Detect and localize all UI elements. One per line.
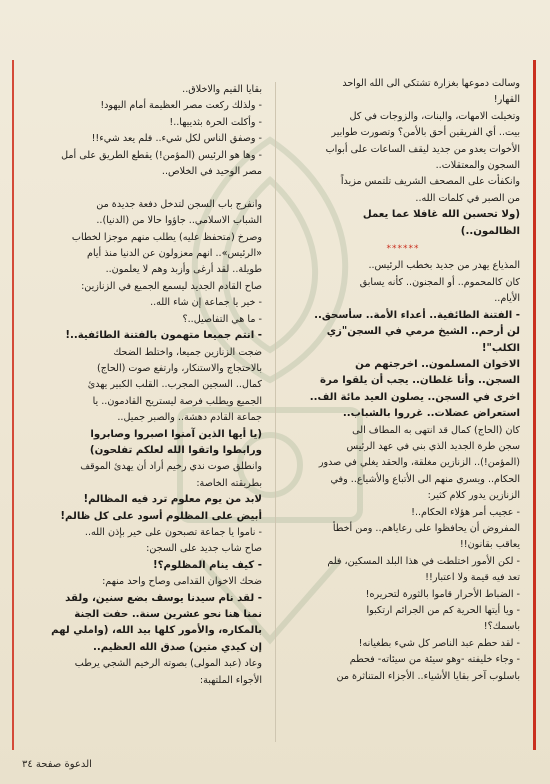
text-line: - لكن الأمور اختلطت في هذا البلد المسكين، فلم bbox=[327, 555, 520, 567]
text-line: وصرخ (متحفظ عليه) يطلب منهم موجزا لخطاب bbox=[71, 231, 262, 243]
text-line: - الفتنة الطائفية.. أعداء الأمة.. سأسحق.. bbox=[314, 309, 520, 321]
text-line: - الضباط الأحرار قاموا بالثورة لتحريره! bbox=[365, 588, 520, 600]
text-line: - ولذلك ركعت مصر العظيمة أمام اليهود! bbox=[100, 100, 262, 112]
text-line: الزنازين يدور كلام كثير: bbox=[427, 490, 520, 502]
text-line: يعاقب بقانون!! bbox=[459, 539, 520, 551]
text-line: بالمكاره، والأمور كلها بيد الله، (واملي لهم bbox=[51, 625, 262, 637]
text-line: ورابطوا واتقوا الله لعلكم تفلحون) bbox=[89, 444, 262, 456]
text-line: - لقد حطم عبد الناصر كل شيء بطغيانه! bbox=[358, 637, 520, 649]
text-line: - عجيب أمر هؤلاء الحكام..! bbox=[411, 506, 520, 518]
text-line: تعد فيه قيمة ولا اعتبار!! bbox=[425, 572, 520, 584]
text-line: بيت.. أي الفريقين أحق بالأمن؟ وتصورت طوابير bbox=[331, 127, 520, 139]
text-line: بقايا القيم والاخلاق.. bbox=[182, 84, 262, 95]
text-line: - ناموا يا جماعة تصبحون على خير بإذن الله.. bbox=[84, 526, 262, 538]
text-line: المذياع يهدر من جديد بخطب الرئيس.. bbox=[368, 260, 520, 272]
text-line: كان كالمحموم.. أو المجنون.. كأنه يسابق bbox=[359, 276, 520, 288]
text-line: إن كيدي متين) صدق الله العظيم.. bbox=[92, 641, 262, 653]
text-line: القهار! bbox=[493, 94, 520, 106]
article-column-right bbox=[286, 76, 520, 685]
text-line: جماعة القادم دهشة.. والصبر جميل.. bbox=[117, 412, 262, 424]
text-line: أبيض على المظلوم أسود على كل ظالم! bbox=[60, 510, 262, 522]
text-line: وانفرج باب السجن لتدخل دفعة جديدة من bbox=[96, 198, 262, 210]
text-line: الجميع ويطلب فرصة ليستريح القادمون.. يا bbox=[92, 395, 262, 407]
text-line: مصر الوحيد في الخلاص.. bbox=[161, 166, 262, 178]
text-line: بالاحتجاج والاستنكار، وارتفع صوت (الحاج) bbox=[96, 362, 262, 374]
section-separator: ****** bbox=[386, 244, 420, 255]
text-line: (يا أيها الذين آمنوا اصبروا وصابروا bbox=[90, 428, 262, 440]
text-line: صاح القادم الجديد ليسمع الجميع في الزنازين: bbox=[81, 280, 262, 292]
text-line: الاخوان المسلمون.. اخرجتهم من bbox=[355, 358, 520, 370]
text-line: - انتم جميعا متهمون بالفتنة الطائفية..! bbox=[65, 330, 262, 342]
text-line: الأيام.. bbox=[494, 293, 520, 305]
text-line: لابد من يوم معلوم ترد فيه المظالم! bbox=[83, 494, 262, 506]
text-line: استعراض عضلات.. غرروا بالشباب.. bbox=[342, 408, 520, 420]
text-line: باسلوب آخر بقايا الأشياء.. الأجزاء المتناثرة من bbox=[336, 670, 520, 682]
text-line: المفروض أن يحافظوا على رعاياهم.. ومن أخطأ bbox=[332, 522, 520, 534]
text-line: وعاد (عبد المولى) بصوته الرخيم الشجي يرطب bbox=[74, 658, 262, 670]
text-line: السجن.. وأنا غلطان.. يجب أن يلقوا مرة bbox=[320, 375, 520, 387]
text-line: (ولا تحسبن الله غافلا عما يعمل bbox=[362, 209, 520, 221]
text-line: وانطلق صوت ندي رخيم أراد أن يهدئ الموقف bbox=[80, 461, 262, 473]
text-line: صاح شاب جديد على السجن: bbox=[146, 543, 262, 555]
text-line: - وصفق الناس لكل شيء.. فلم يعد شيء!! bbox=[91, 133, 262, 145]
page-border-right bbox=[533, 60, 536, 750]
page-border-left bbox=[12, 60, 14, 750]
text-line bbox=[28, 180, 262, 196]
text-line: وانكفأت على المصحف الشريف تلتمس مزيداً bbox=[340, 176, 520, 188]
text-line: ضجت الزنازين جميعا، واختلط الضحك bbox=[113, 346, 262, 358]
text-line: اخرى في السجن.. يصلون العيد مائة الف.. bbox=[309, 391, 520, 403]
text-line: الشباب الاسلامي.. جاؤوا حالا من (الدنيا).. bbox=[96, 215, 262, 227]
text-line: نمنا هنا نحو عشرين سنة.. حفت الجنة bbox=[74, 609, 262, 620]
text-line: طويلة.. لقد أرغى وأزبد وهم لا يعلمون.. bbox=[105, 264, 262, 276]
text-line: بطريقته الخاصة: bbox=[196, 477, 262, 489]
text-line: الكلب"! bbox=[481, 342, 520, 354]
text-line: - وجاء خليفته -وهو سيئة من سيئاته- فحطم bbox=[349, 654, 520, 666]
text-line: وتخيلت الامهات، والبنات، والزوجات في كل bbox=[349, 110, 520, 122]
text-line: كان (الحاج) كمال قد انتهى به المطاف الى bbox=[352, 424, 520, 436]
text-line: (المؤمن!).. الزنازين مغلقة، والحقد يغلي في صدور bbox=[318, 457, 520, 469]
text-line: - كيف ينام المظلوم؟! bbox=[153, 559, 262, 571]
text-line: وسالت دموعها بغزارة تشتكي الى الله الواحد bbox=[342, 78, 520, 89]
page-footer: الدعوة صفحة ٣٤ bbox=[22, 759, 92, 770]
text-line: كمال.. السجين المجرب.. القلب الكبير يهدئ bbox=[87, 379, 262, 391]
text-line: - وها هو الرئيس (المؤمن!) يقطع الطريق على أمل bbox=[61, 149, 262, 161]
text-line: - ويا أيتها الحرية كم من الجرائم ارتكبوا bbox=[366, 605, 520, 616]
text-line: الأجواء الملتهبة: bbox=[199, 674, 262, 686]
text-line: من الصبر في كلمات الله.. bbox=[415, 192, 520, 204]
text-line: سجن طرة الجديد الذي بني في عهد الرئيس bbox=[346, 440, 520, 452]
text-line: «الرئيس».. انهم معزولون عن الدنيا منذ أيام bbox=[87, 248, 262, 260]
text-line: ضحك الاخوان القدامى وصاح واحد منهم: bbox=[102, 576, 262, 588]
text-line: السجون والمعتقلات.. bbox=[435, 160, 520, 172]
text-line: باسمك؟! bbox=[483, 621, 520, 633]
text-line: الأخوات يعدو من جديد ليقف الساعات على أبواب bbox=[325, 143, 520, 155]
text-line: - خير يا جماعة إن شاء الله.. bbox=[150, 297, 262, 309]
text-line: - ما هي التفاصيل..؟ bbox=[182, 313, 262, 325]
article-column-left bbox=[28, 82, 262, 689]
text-line: - لقد نام سيدنا يوسف بضع سنين، ولقد bbox=[65, 592, 262, 604]
text-line: الظالمون..) bbox=[460, 225, 520, 237]
text-line: الحكام.. ويسري منهم الى الأتباع والأشياع.. وفي bbox=[330, 473, 520, 485]
text-line: لن أرحم.. الشيخ مرمي في السجن"زي bbox=[326, 326, 520, 338]
column-divider bbox=[275, 82, 276, 742]
text-line: - وأكلت الحرة بثدييها..! bbox=[169, 116, 262, 128]
